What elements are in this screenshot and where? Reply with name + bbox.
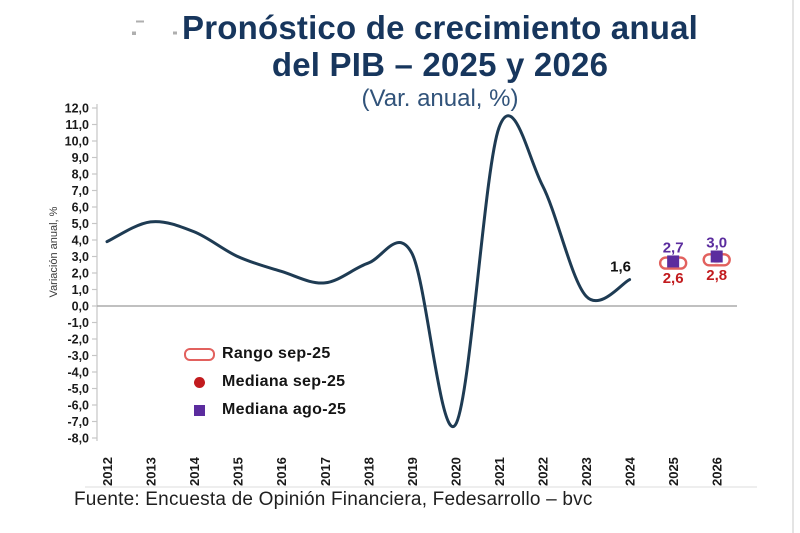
chart-title-line2: del PIB – 2025 y 2026 (271, 45, 609, 83)
legend-item (183, 368, 346, 396)
legend-label: Mediana ago-25 (222, 401, 347, 418)
x-tick-label: 2022 (535, 457, 551, 486)
y-tick-label: 8,0 (71, 167, 89, 182)
y-tick-label: 0,0 (71, 299, 89, 314)
x-tick-label: 2012 (100, 457, 115, 486)
x-tick-label: 2019 (404, 457, 420, 486)
y-tick-label: 12,0 (64, 101, 89, 116)
y-axis (65, 102, 97, 446)
x-tick-label: 2021 (491, 457, 507, 486)
median-ago25-marker (667, 255, 679, 267)
y-tick-label: 1,0 (71, 283, 89, 297)
legend (183, 340, 346, 424)
legend-item (183, 340, 346, 368)
forecast-2025 (660, 239, 686, 287)
x-tick-label: 2015 (230, 457, 246, 486)
y-tick-label: 2,0 (71, 266, 89, 281)
y-tick-label: -3,0 (67, 349, 89, 363)
chart-subtitle: (Var. anual, %) (361, 84, 519, 112)
x-tick-label: 2013 (143, 457, 159, 486)
median-sep25-label: 2,8 (706, 266, 728, 284)
median-ago25-marker (711, 251, 723, 263)
y-tick-label: -4,0 (67, 365, 89, 380)
chart-title-line1: Pronóstico de crecimiento anual (182, 9, 698, 46)
y-tick-label: 3,0 (71, 250, 89, 264)
y-tick-label: -6,0 (67, 398, 89, 413)
y-tick-label: 4,0 (71, 233, 89, 248)
square-marker-icon (194, 405, 205, 416)
x-tick-label: 2023 (579, 457, 595, 486)
x-tick-label: 2020 (448, 457, 464, 486)
x-tick-label: 2014 (187, 457, 203, 486)
y-tick-label: -5,0 (67, 382, 89, 396)
y-tick-label: -7,0 (67, 415, 89, 429)
last-point-label: 1,6 (610, 258, 632, 276)
source-note: Fuente: Encuesta de Opinión Financiera, Fedesarrollo – bvc (74, 489, 593, 510)
x-tick-label: 2016 (274, 457, 290, 486)
circle-marker-icon (194, 377, 205, 388)
y-axis-title: Variación anual, % (48, 206, 60, 298)
x-tick-label: 2025 (666, 457, 682, 486)
y-tick-label: -8,0 (67, 431, 89, 446)
median-sep25-label: 2,6 (662, 270, 684, 288)
artifact-marks (132, 21, 177, 36)
frame-lines (85, 0, 793, 533)
median-ago25-label: 3,0 (706, 234, 728, 252)
y-tick-label: -2,0 (67, 332, 89, 347)
x-tick-label: 2026 (709, 457, 725, 486)
y-tick-label: 9,0 (71, 151, 89, 165)
y-tick-label: 7,0 (71, 184, 89, 198)
range-box-icon (184, 348, 215, 361)
y-tick-label: -1,0 (67, 316, 89, 330)
legend-item (183, 396, 346, 424)
forecast-2026 (704, 235, 730, 284)
x-tick-label: 2024 (622, 457, 638, 486)
x-axis (100, 456, 725, 486)
legend-label: Mediana sep-25 (222, 373, 346, 390)
legend-label: Rango sep-25 (222, 345, 331, 362)
x-tick-label: 2018 (361, 457, 377, 486)
median-ago25-label: 2,7 (662, 239, 684, 257)
y-tick-label: 5,0 (71, 217, 89, 231)
x-tick-label: 2017 (317, 457, 333, 486)
y-tick-label: 10,0 (64, 134, 89, 149)
y-tick-label: 11,0 (65, 118, 89, 132)
y-tick-label: 6,0 (71, 200, 89, 215)
